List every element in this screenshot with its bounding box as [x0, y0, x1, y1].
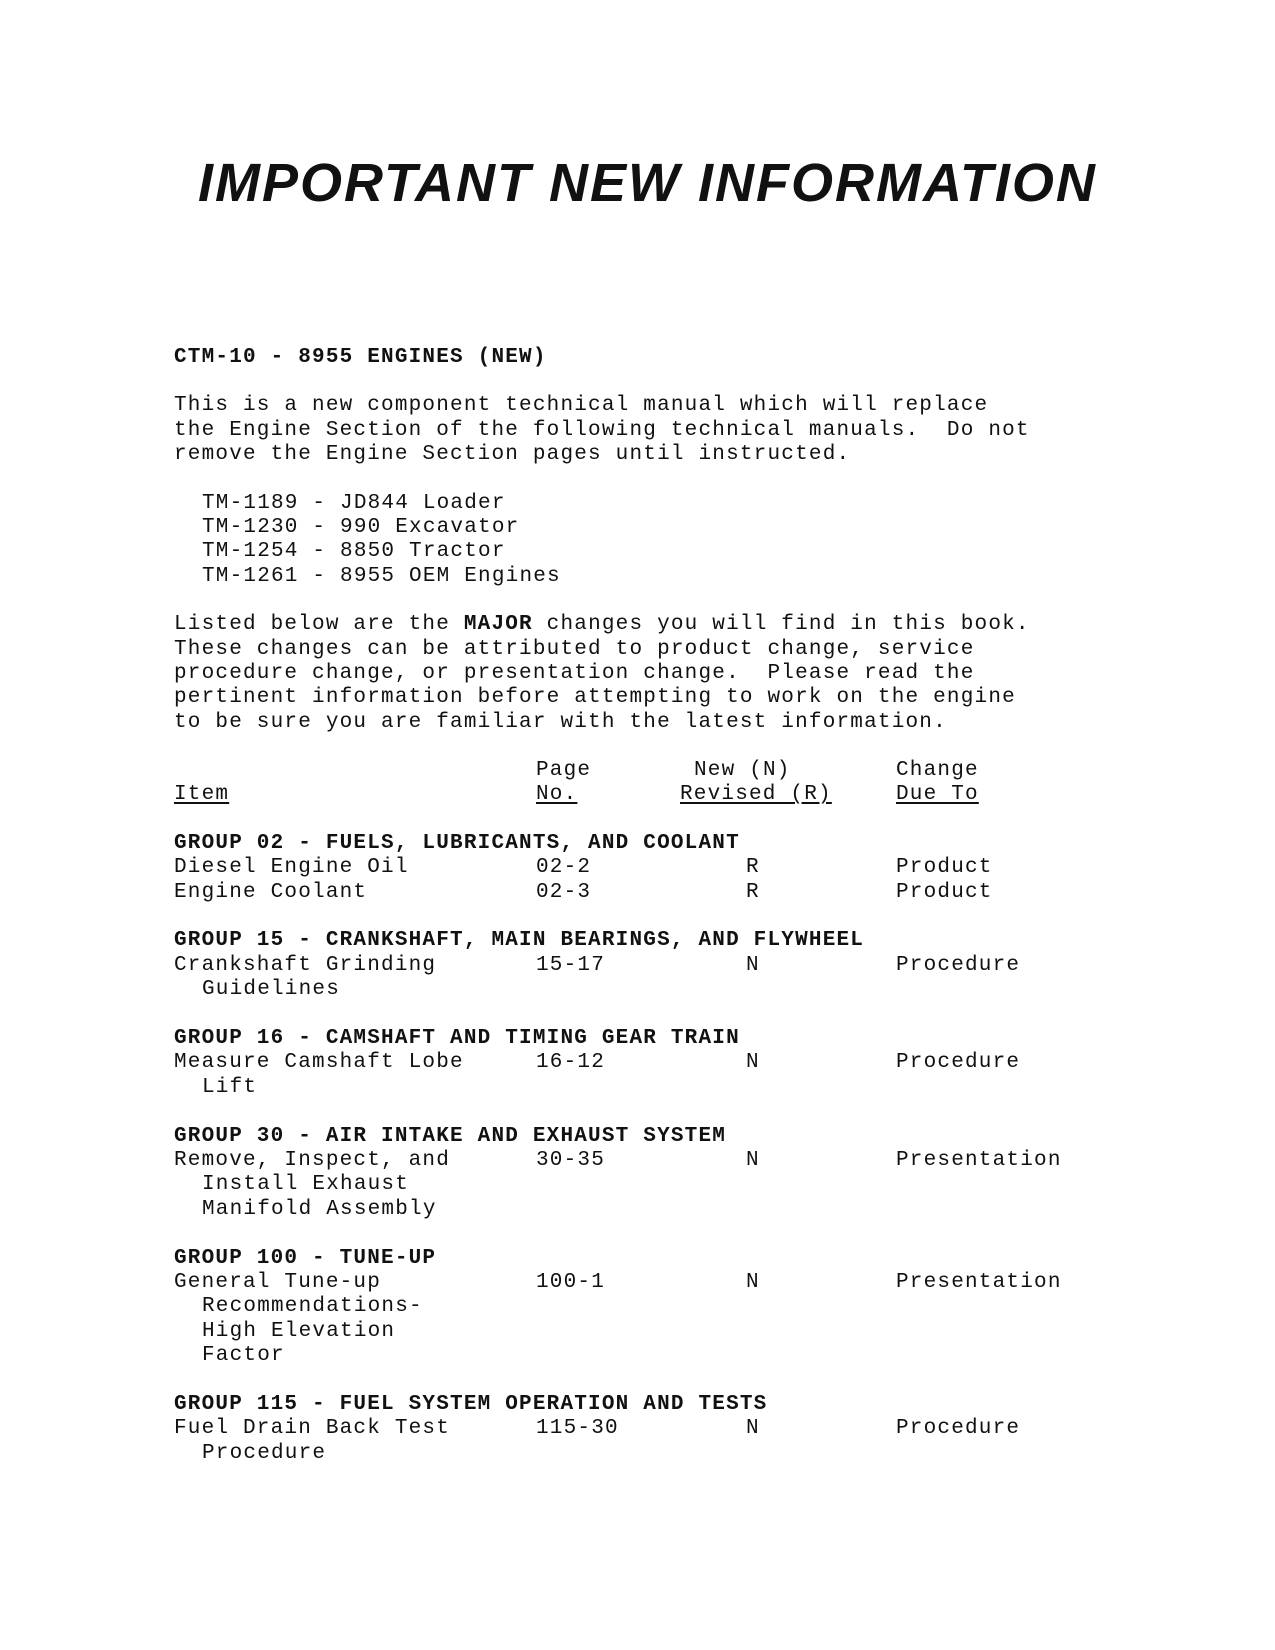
table-header: [174, 759, 1094, 808]
intro-line: the Engine Section of the following technical manuals. Do not: [174, 418, 1030, 442]
changes-first-line: [174, 613, 1094, 637]
item-text: Measure Camshaft Lobe: [174, 1051, 464, 1075]
item-text: Procedure: [202, 1441, 327, 1465]
column-header-status-top: New (N): [694, 759, 791, 783]
intro-line: This is a new component technical manual which will replace: [174, 394, 989, 418]
intro-paragraph: [174, 394, 1094, 467]
page-number-cell: 02-2: [536, 856, 592, 880]
new-revised-cell: R: [746, 880, 760, 904]
item-cell: [174, 881, 534, 905]
new-revised-cell: N: [746, 1148, 760, 1172]
change-group: [174, 1247, 1094, 1369]
page-number-cell: 100-1: [536, 1270, 606, 1294]
item-cell: [174, 1417, 534, 1466]
group-title: GROUP 30 - AIR INTAKE AND EXHAUST SYSTEM: [174, 1124, 727, 1148]
item-text: Factor: [202, 1344, 285, 1368]
item-text: High Elevation: [202, 1319, 396, 1343]
item-text: Crankshaft Grinding: [174, 953, 437, 977]
column-header-page-bottom: No.: [536, 783, 578, 807]
group-title: GROUP 100 - TUNE-UP: [174, 1246, 437, 1270]
tm-list-item: TM-1254 - 8850 Tractor: [202, 540, 506, 564]
column-header-status-bottom: Revised (R): [680, 783, 832, 807]
page-headline: IMPORTANT NEW INFORMATION: [198, 153, 1097, 213]
new-revised-cell: R: [746, 856, 760, 880]
major-emphasis: MAJOR: [463, 613, 533, 637]
changes-line: procedure change, or presentation change. Please read the: [174, 661, 975, 685]
page-number-cell: 16-12: [536, 1051, 606, 1075]
changes-post-text: changes you will find in this book.: [532, 613, 1030, 637]
column-header-due-top: Change: [896, 759, 979, 783]
page-number-cell: 30-35: [536, 1148, 606, 1172]
table-row: [174, 856, 1094, 880]
table-row: [174, 1149, 1094, 1222]
group-title: GROUP 115 - FUEL SYSTEM OPERATION AND TESTS: [174, 1392, 768, 1416]
new-revised-cell: N: [746, 1417, 760, 1441]
item-text: Diesel Engine Oil: [174, 856, 409, 880]
intro-line: remove the Engine Section pages until instructed.: [174, 443, 851, 467]
change-due-cell: Product: [896, 856, 993, 880]
changes-line: pertinent information before attempting to work on the engine: [174, 686, 1016, 710]
change-group: [174, 832, 1094, 905]
item-cell: [174, 954, 534, 1003]
change-due-cell: Presentation: [896, 1270, 1062, 1294]
item-text: General Tune-up: [174, 1270, 382, 1294]
change-group: [174, 1125, 1094, 1223]
changes-line: These changes can be attributed to product change, service: [174, 637, 975, 661]
table-row: [174, 881, 1094, 905]
column-header-page-top: Page: [536, 759, 592, 783]
table-row: [174, 954, 1094, 1003]
new-revised-cell: N: [746, 953, 760, 977]
change-group: [174, 929, 1094, 1002]
tm-list-item: TM-1261 - 8955 OEM Engines: [202, 564, 561, 588]
column-header-item: Item: [174, 783, 230, 807]
item-text: Lift: [202, 1075, 258, 1099]
group-title: GROUP 02 - FUELS, LUBRICANTS, AND COOLANT: [174, 831, 740, 855]
item-text: Remove, Inspect, and: [174, 1148, 451, 1172]
change-due-cell: Product: [896, 880, 993, 904]
item-text: Engine Coolant: [174, 880, 368, 904]
manual-title: CTM-10 - 8955 ENGINES (NEW): [174, 346, 547, 369]
page-number-cell: 02-3: [536, 880, 592, 904]
change-group: [174, 1027, 1094, 1100]
new-revised-cell: N: [746, 1051, 760, 1075]
item-cell: [174, 1051, 534, 1100]
group-title: GROUP 16 - CAMSHAFT AND TIMING GEAR TRAIN: [174, 1027, 740, 1050]
changes-line: to be sure you are familiar with the latest information.: [174, 710, 947, 734]
technical-manual-list: [174, 492, 1094, 590]
change-due-cell: Procedure: [896, 953, 1021, 977]
item-text: Fuel Drain Back Test: [174, 1417, 451, 1441]
item-text: Recommendations-: [202, 1295, 423, 1319]
page-number-cell: 15-17: [536, 953, 606, 977]
page-number-cell: 115-30: [536, 1417, 619, 1441]
item-cell: [174, 1271, 534, 1369]
tm-list-item: TM-1189 - JD844 Loader: [202, 491, 506, 515]
change-due-cell: Presentation: [896, 1148, 1062, 1172]
item-cell: [174, 1149, 534, 1222]
group-title: GROUP 15 - CRANKSHAFT, MAIN BEARINGS, AND FLYWHEEL: [174, 929, 865, 953]
column-header-due-bottom: Due To: [896, 783, 979, 807]
item-text: Install Exhaust: [202, 1173, 410, 1197]
changes-pre-text: Listed below are the: [174, 613, 464, 637]
document-body: [174, 346, 1094, 1490]
item-cell: [174, 856, 534, 880]
change-due-cell: Procedure: [896, 1417, 1021, 1441]
item-text: Guidelines: [202, 978, 341, 1002]
table-row: [174, 1271, 1094, 1369]
changes-paragraph: [174, 613, 1094, 735]
item-text: Manifold Assembly: [202, 1197, 437, 1221]
tm-list-item: TM-1230 - 990 Excavator: [202, 515, 520, 539]
change-due-cell: Procedure: [896, 1051, 1021, 1075]
table-row: [174, 1051, 1094, 1100]
table-row: [174, 1417, 1094, 1466]
change-groups: [174, 832, 1094, 1466]
change-group: [174, 1393, 1094, 1466]
new-revised-cell: N: [746, 1270, 760, 1294]
